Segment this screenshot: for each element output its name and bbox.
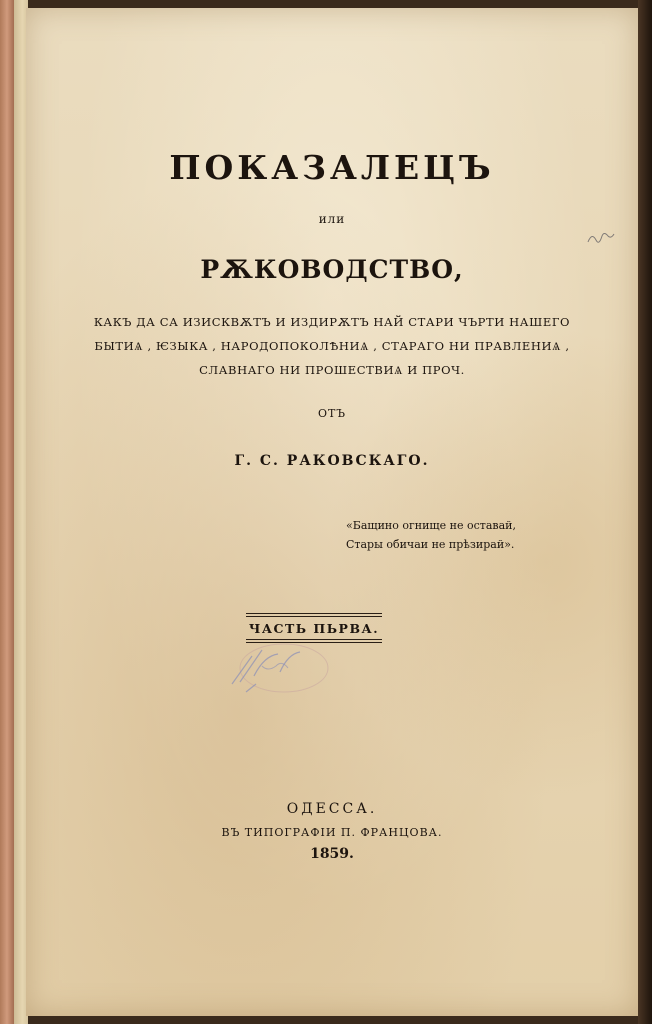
- part-label: ЧАСТЬ ПЬРВА.: [248, 621, 380, 636]
- description-line: КАКЪ ДА СА ИЗИСКВѪТЪ И ИЗДИРѪТЪ НАЙ СТАРИ ЧЪРТИ НАШЕГО: [93, 315, 571, 329]
- title-page: [26, 8, 638, 1016]
- handwritten-mark: [586, 228, 616, 248]
- part-rule: [246, 613, 382, 614]
- by-label: ОТЪ: [317, 407, 347, 420]
- author-name: Г. С. РАКОВСКАГО.: [234, 453, 430, 469]
- publication-city: ОДЕССА.: [286, 801, 378, 817]
- printer-name: ВЪ ТИПОГРАФІИ П. ФРАНЦОВА.: [221, 826, 443, 839]
- library-stamp: [222, 636, 332, 696]
- book-cover-edge: [638, 0, 652, 1024]
- publication-year: 1859.: [310, 846, 354, 862]
- title-conjunction: или: [318, 212, 346, 226]
- description-line: БЫТИѦ , ѤЗЫКА , НАРОДОПОКОЛѢНИѦ , СТАРАГО НИ ПРАВЛЕНИѦ ,: [94, 339, 570, 353]
- epigraph-line: Стары обичаи не прѣзирай».: [346, 538, 515, 551]
- book-spine: [0, 0, 14, 1024]
- description-line: СЛАВНАГО НИ ПРОШЕСТВИѦ И ПРОЧ.: [199, 363, 465, 377]
- part-rule: [246, 616, 382, 617]
- book-subtitle: РѪКОВОДСТВО,: [200, 255, 464, 284]
- book-title: ПОКАЗАЛЕЦЪ: [169, 148, 495, 187]
- epigraph-line: «Бащино огнище не оставай,: [346, 519, 517, 532]
